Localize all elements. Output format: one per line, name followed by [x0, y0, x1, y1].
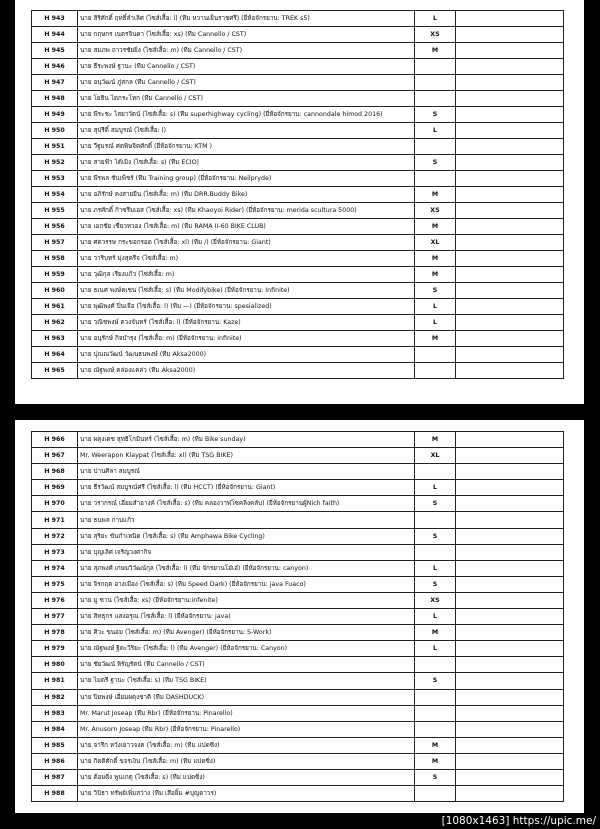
blank-cell	[456, 592, 564, 608]
table-row	[32, 721, 564, 737]
table-row	[32, 544, 564, 560]
table-row	[32, 299, 564, 315]
shirt-size: XL	[415, 235, 456, 251]
blank-cell	[456, 721, 564, 737]
rider-details: นาย วีฐมรณ์ ศตพิษจิตศักดิ์ (ยี่ห้อจักรยาน: KTM )	[78, 139, 415, 155]
table-row	[32, 267, 564, 283]
rider-details: นาย วรากรณ์ เอี่ยมสำอางค์ (ไซส์เสื้อ: s) (ทีม คลองวาฬโซคลิ่งคลับ) (ยี่ห้อจักรยานผู้Nich faith)	[78, 496, 415, 512]
table-row	[32, 576, 564, 592]
rider-details: นาย ธนพล กาบแก้ว	[78, 512, 415, 528]
rider-details: Mr. Marut Joseap (ทีม Rbr) (ยี่ห้อจักรยาน: Pinarello)	[78, 705, 415, 721]
rider-number: H 986	[32, 753, 78, 769]
rider-details: นาย สุปรีดิ์ สมบูรณ์ (ไซส์เสื้อ: l)	[78, 123, 415, 139]
table-row	[32, 123, 564, 139]
rider-number: H 955	[32, 203, 78, 219]
rider-details: นาย ต้อยติ่ง พูนเกตุ (ไซส์เสื้อ: s) (ทีม แปดซิ่ง)	[78, 769, 415, 785]
table-row	[32, 689, 564, 705]
table-row	[32, 432, 564, 448]
rider-number: H 979	[32, 641, 78, 657]
rider-details: นาย จิรกฤต อางเมือง (ไซส์เสื้อ: s) (ทีม Speed Dark) (ยี่ห้อจักรยาน: java Fuaco)	[78, 576, 415, 592]
rider-details: Mr. Weerapon Klaypat (ไซส์เสื้อ: xl) (ทีม TSG BIKE)	[78, 448, 415, 464]
rider-number: H 963	[32, 331, 78, 347]
rider-number: H 975	[32, 576, 78, 592]
rider-number: H 980	[32, 657, 78, 673]
rider-number: H 978	[32, 625, 78, 641]
blank-cell	[456, 299, 564, 315]
table-row	[32, 11, 564, 27]
shirt-size	[415, 657, 456, 673]
blank-cell	[456, 753, 564, 769]
shirt-size	[415, 512, 456, 528]
rider-number: H 962	[32, 315, 78, 331]
shirt-size: L	[415, 11, 456, 27]
rider-details: นาย สุภพงศ์ เกษมวิวัฒน์กุล (ไซส์เสื้อ: l) (ทีม จักรยานโอ๋เอ๋) (ยี่ห้อจักรยาน: canyon)	[78, 560, 415, 576]
rider-number: H 946	[32, 59, 78, 75]
table-row	[32, 203, 564, 219]
table-row	[32, 528, 564, 544]
rider-details: นาย ปานศิลา สมบูรณ์	[78, 464, 415, 480]
shirt-size: L	[415, 641, 456, 657]
shirt-size: M	[415, 43, 456, 59]
rider-details: นาย สิริศักดิ์ ฤทธิ์ลำเลิศ (ไซส์เสื้อ: l) (ทีม หวานเย็นราชศรี) (ยี่ห้อจักรยาน: TREK s5)	[78, 11, 415, 27]
rider-number: H 948	[32, 91, 78, 107]
rider-number: H 972	[32, 528, 78, 544]
rider-details: นาย ณัฐพงษ์ ฐิตะวิริยะ (ไซส์เสื้อ: l) (ทีม Avenger) (ยี่ห้อจักรยาน: Canyon)	[78, 641, 415, 657]
rider-number: H 984	[32, 721, 78, 737]
table-row	[32, 673, 564, 689]
blank-cell	[456, 347, 564, 363]
table-row	[32, 235, 564, 251]
shirt-size: M	[415, 251, 456, 267]
blank-cell	[456, 528, 564, 544]
table-row	[32, 496, 564, 512]
table-row	[32, 592, 564, 608]
table-row	[32, 641, 564, 657]
blank-cell	[456, 315, 564, 331]
rider-number: H 961	[32, 299, 78, 315]
rider-details: นาย ธีรวัฒน์ สมบูรณ์ศรี (ไซส์เสื้อ: l) (ทีม HCCT) (ยี่ห้อจักรยาน: Giant)	[78, 480, 415, 496]
shirt-size: XL	[415, 448, 456, 464]
rider-number: H 985	[32, 737, 78, 753]
table-row	[32, 139, 564, 155]
rider-number: H 953	[32, 171, 78, 187]
rider-details: นาย วิบิธา ทรัพย์เพิ่มสว่าง (ทีม เสือยิ้ม #บุญดาวร)	[78, 786, 415, 802]
rider-details: นาย พุฒิพงศ์ ปิ่นเจือ (ไซส์เสื้อ: l) (ทีม —) (ยี่ห้อจักรยาน: spesialized)	[78, 299, 415, 315]
rider-details: นาย กฤษกร เนตรจินดา (ไซส์เสื้อ: xs) (ทีม Cannello / CST)	[78, 27, 415, 43]
table-row	[32, 657, 564, 673]
table-row	[32, 625, 564, 641]
blank-cell	[456, 786, 564, 802]
shirt-size	[415, 171, 456, 187]
rider-number: H 964	[32, 347, 78, 363]
registration-table-body	[32, 11, 564, 379]
shirt-size: M	[415, 737, 456, 753]
shirt-size	[415, 689, 456, 705]
shirt-size: S	[415, 107, 456, 123]
shirt-size	[415, 721, 456, 737]
blank-cell	[456, 641, 564, 657]
rider-number: H 951	[32, 139, 78, 155]
shirt-size: XS	[415, 203, 456, 219]
rider-number: H 956	[32, 219, 78, 235]
shirt-size: S	[415, 769, 456, 785]
rider-number: H 947	[32, 75, 78, 91]
rider-details: นาย อภิรักษ์ คงสายยืน (ไซส์เสื้อ: m) (ทีม DRR.Buddy Bike)	[78, 187, 415, 203]
blank-cell	[456, 448, 564, 464]
blank-cell	[456, 187, 564, 203]
shirt-size: M	[415, 331, 456, 347]
blank-cell	[456, 283, 564, 299]
shirt-size: M	[415, 267, 456, 283]
blank-cell	[456, 155, 564, 171]
rider-details: นาย สิทธุกร แสงอรุณ (ไซส์เสื้อ: l) (ยี่ห้อจักรยาน: java)	[78, 609, 415, 625]
rider-number: H 970	[32, 496, 78, 512]
rider-number: H 965	[32, 363, 78, 379]
registration-table-page-2	[31, 431, 564, 802]
rider-details: นาย ศตวรรษ กระขอกรอด (ไซส์เสื้อ: xl) (ทีม /) (ยี่ห้อจักรยาน: Giant)	[78, 235, 415, 251]
blank-cell	[456, 123, 564, 139]
blank-cell	[456, 480, 564, 496]
table-row	[32, 347, 564, 363]
rider-details: นาย ชัยวัฒน์ หิรัญรัตน์ (ทีม Cannello / CST)	[78, 657, 415, 673]
table-row	[32, 59, 564, 75]
blank-cell	[456, 75, 564, 91]
shirt-size	[415, 786, 456, 802]
rider-details: นาย โยธิน ไตกระโทก (ทีม Cannello / CST)	[78, 91, 415, 107]
rider-number: H 958	[32, 251, 78, 267]
shirt-size: L	[415, 299, 456, 315]
table-row	[32, 331, 564, 347]
rider-details: นาย ธเนศ พงษ์คเชน (ไซส์เสื้อ: s) (ทีม Modifybike) (ยี่ห้อจักรยาน: Infinite)	[78, 283, 415, 299]
table-row	[32, 363, 564, 379]
rider-number: H 983	[32, 705, 78, 721]
blank-cell	[456, 43, 564, 59]
rider-number: H 982	[32, 689, 78, 705]
shirt-size	[415, 464, 456, 480]
table-row	[32, 27, 564, 43]
rider-details: Mr. Anusorn Joseap (ทีม Rbr) (ยี่ห้อจักรยาน: Pinarello)	[78, 721, 415, 737]
image-watermark: [1080x1463] https://upic.me/	[441, 815, 596, 827]
table-row	[32, 512, 564, 528]
rider-number: H 952	[32, 155, 78, 171]
blank-cell	[456, 769, 564, 785]
rider-details: นาย วาริบทร์ มุ่งสุครีจ (ไซส์เสื้อ: m)	[78, 251, 415, 267]
shirt-size: M	[415, 753, 456, 769]
table-row	[32, 737, 564, 753]
table-row	[32, 251, 564, 267]
shirt-size	[415, 91, 456, 107]
rider-number: H 976	[32, 592, 78, 608]
rider-number: H 960	[32, 283, 78, 299]
blank-cell	[456, 544, 564, 560]
table-row	[32, 753, 564, 769]
rider-details: นาย วุฒิกุล เรียงแก้ว (ไซส์เสื้อ: m)	[78, 267, 415, 283]
table-row	[32, 155, 564, 171]
rider-number: H 944	[32, 27, 78, 43]
table-row	[32, 283, 564, 299]
rider-details: นาย ณัฐพงษ์ คล่องแคล่ว (ทีม Aksa2000)	[78, 363, 415, 379]
table-row	[32, 480, 564, 496]
blank-cell	[456, 512, 564, 528]
shirt-size: M	[415, 187, 456, 203]
blank-cell	[456, 673, 564, 689]
rider-details: นาย ผดุงเดช สุทธิโกมินทร์ (ไซส์เสื้อ: m) (ทีม Bike sunday)	[78, 432, 415, 448]
rider-details: นาย ไมตรี ฐานะ (ไซส์เสื้อ: s) (ทีม TSG BIKE)	[78, 673, 415, 689]
shirt-size: S	[415, 576, 456, 592]
table-row	[32, 219, 564, 235]
rider-details: นาย ปิยพงษ์ เอี่ยมผดุงชาติ (ทีม DASHDUCK)	[78, 689, 415, 705]
rider-number: H 966	[32, 432, 78, 448]
rider-number: H 968	[32, 464, 78, 480]
blank-cell	[456, 59, 564, 75]
rider-number: H 954	[32, 187, 78, 203]
shirt-size: S	[415, 155, 456, 171]
rider-number: H 957	[32, 235, 78, 251]
table-row	[32, 464, 564, 480]
shirt-size	[415, 705, 456, 721]
table-row	[32, 75, 564, 91]
rider-number: H 977	[32, 609, 78, 625]
blank-cell	[456, 705, 564, 721]
registration-sheet-page-2	[15, 420, 584, 813]
blank-cell	[456, 171, 564, 187]
rider-details: นาย จารึก หวังเยาวจงค (ไซส์เสื้อ: m) (ทีม แปดซิ่ง)	[78, 737, 415, 753]
blank-cell	[456, 689, 564, 705]
table-row	[32, 609, 564, 625]
rider-details: นาย วณิชพงษ์ ตวงจันทร์ (ไซส์เสื้อ: l) (ยี่ห้อจักรยาน: Kaze)	[78, 315, 415, 331]
blank-cell	[456, 657, 564, 673]
rider-details: นาย บุญเลิศ เจริญวงศากิจ	[78, 544, 415, 560]
rider-number: H 971	[32, 512, 78, 528]
blank-cell	[456, 267, 564, 283]
shirt-size: L	[415, 609, 456, 625]
shirt-size: L	[415, 480, 456, 496]
blank-cell	[456, 251, 564, 267]
shirt-size: XS	[415, 27, 456, 43]
blank-cell	[456, 11, 564, 27]
shirt-size	[415, 75, 456, 91]
shirt-size: L	[415, 123, 456, 139]
rider-details: นาย กิตติศักดิ์ ขจรเงิน (ไซส์เสื้อ: m) (ทีม แปดซิ่ง)	[78, 753, 415, 769]
rider-details: นาย ศิวะ ขนอม (ไซส์เสื้อ: m) (ทีม Avenger) (ยี่ห้อจักรยาน: S-Work)	[78, 625, 415, 641]
blank-cell	[456, 331, 564, 347]
rider-details: นาย ปุณณวัฒน์ วัฒนธนพงษ์ (ทีม Aksa2000)	[78, 347, 415, 363]
blank-cell	[456, 464, 564, 480]
blank-cell	[456, 107, 564, 123]
blank-cell	[456, 609, 564, 625]
shirt-size	[415, 544, 456, 560]
rider-number: H 987	[32, 769, 78, 785]
shirt-size: S	[415, 283, 456, 299]
rider-details: นาย ธีระพงษ์ ฐานะ (ทีม Cannello / CST)	[78, 59, 415, 75]
rider-details: นาย พีรพล ชันเพ็ชร์ (ทีม Training group) (ยี่ห้อจักรยาน: Neilpryde)	[78, 171, 415, 187]
shirt-size: M	[415, 432, 456, 448]
rider-details: นาย สายฟ้า ไต้เมิง (ไซส์เสื้อ: s) (ทีม ECIO)	[78, 155, 415, 171]
registration-table-page-1	[31, 10, 564, 379]
shirt-size	[415, 139, 456, 155]
shirt-size	[415, 347, 456, 363]
shirt-size: S	[415, 673, 456, 689]
shirt-size	[415, 59, 456, 75]
blank-cell	[456, 91, 564, 107]
blank-cell	[456, 576, 564, 592]
rider-number: H 945	[32, 43, 78, 59]
blank-cell	[456, 139, 564, 155]
rider-details: นาย สมภพ ถาวรชัยยิ่ง (ไซส์เสื้อ: m) (ทีม Cannello / CST)	[78, 43, 415, 59]
registration-table-body	[32, 432, 564, 802]
table-row	[32, 560, 564, 576]
rider-number: H 988	[32, 786, 78, 802]
blank-cell	[456, 203, 564, 219]
rider-number: H 949	[32, 107, 78, 123]
blank-cell	[456, 625, 564, 641]
rider-details: นาย พีระชะ ไสยาวัตน์ (ไซส์เสื้อ: s) (ทีม superhighway cycling) (ยี่ห้อจักรยาน: cannondale himod 2016)	[78, 107, 415, 123]
rider-details: นาย เอกชัย เชี่ยวหวอง (ไซส์เสื้อ: m) (ทีม RAMA II-60 BIKE CLUB)	[78, 219, 415, 235]
shirt-size: L	[415, 315, 456, 331]
rider-number: H 950	[32, 123, 78, 139]
table-row	[32, 187, 564, 203]
blank-cell	[456, 235, 564, 251]
rider-details: นาย ภรศักดิ์ ก้าซรีมเอส (ไซส์เสื้อ: xs) (ทีม Khaoyoi Rider) (ยี่ห้อจักรยาน: merida scultura 5000)	[78, 203, 415, 219]
shirt-size: S	[415, 496, 456, 512]
shirt-size: M	[415, 219, 456, 235]
table-row	[32, 786, 564, 802]
rider-number: H 943	[32, 11, 78, 27]
shirt-size: L	[415, 560, 456, 576]
blank-cell	[456, 737, 564, 753]
rider-number: H 973	[32, 544, 78, 560]
blank-cell	[456, 219, 564, 235]
table-row	[32, 769, 564, 785]
shirt-size: S	[415, 528, 456, 544]
table-row	[32, 448, 564, 464]
blank-cell	[456, 560, 564, 576]
table-row	[32, 43, 564, 59]
blank-cell	[456, 496, 564, 512]
rider-number: H 974	[32, 560, 78, 576]
shirt-size: XS	[415, 592, 456, 608]
rider-details: นาย สุริยะ ขันกำเหนิด (ไซส์เสื้อ: s) (ทีม Amphawa Bike Cycling)	[78, 528, 415, 544]
registration-sheet-page-1	[15, 0, 584, 404]
table-row	[32, 91, 564, 107]
rider-number: H 981	[32, 673, 78, 689]
rider-details: นาย อนุวัฒน์ ภู่สกล (ทีม Cannello / CST)	[78, 75, 415, 91]
table-row	[32, 705, 564, 721]
blank-cell	[456, 363, 564, 379]
rider-number: H 959	[32, 267, 78, 283]
table-row	[32, 315, 564, 331]
blank-cell	[456, 432, 564, 448]
table-row	[32, 171, 564, 187]
shirt-size	[415, 363, 456, 379]
rider-details: นาย อนุรักษ์ กิจบำรุง (ไซส์เสื้อ: m) (ยี่ห้อจักรยาน: infinite)	[78, 331, 415, 347]
rider-number: H 969	[32, 480, 78, 496]
table-row	[32, 107, 564, 123]
shirt-size: M	[415, 625, 456, 641]
rider-details: นาย มู ซาน (ไซส์เสื้อ: xs) (ยี่ห้อจักรยาน:infenite)	[78, 592, 415, 608]
rider-number: H 967	[32, 448, 78, 464]
blank-cell	[456, 27, 564, 43]
